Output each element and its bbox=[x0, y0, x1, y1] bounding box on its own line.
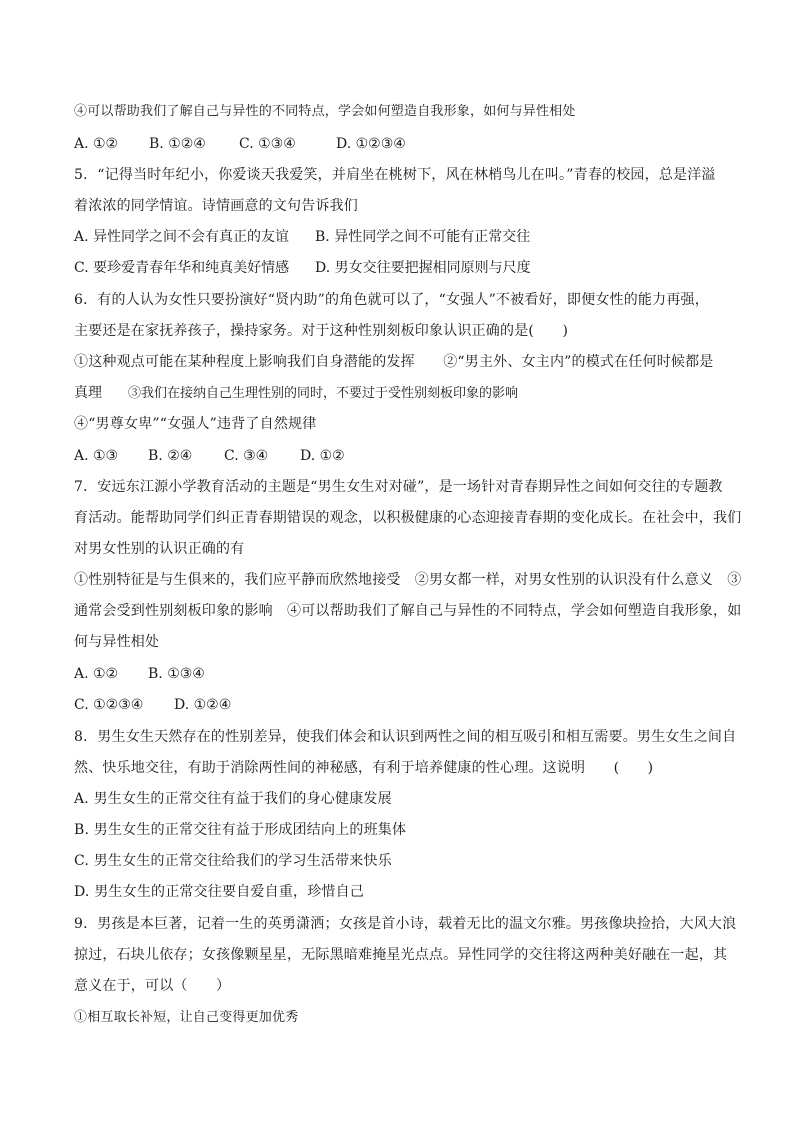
q4-statement-4: ④可以帮助我们了解自己与异性的不同特点，学会如何塑造自我形象，如何与异性相处 bbox=[74, 104, 576, 119]
q6-option-c: C. ③④ bbox=[224, 448, 269, 464]
q7-statements-line-3: 何与异性相处 bbox=[74, 634, 160, 650]
q8-stem-line-2: 然、快乐地交往，有助于消除两性间的神秘感，有利于培养健康的性心理。这说明 ( ) bbox=[74, 760, 654, 776]
q5-option-a: A. 异性同学之间不会有真正的友谊 bbox=[74, 229, 290, 245]
q9-statement-1: ①相互取长补短，让自己变得更加优秀 bbox=[74, 1010, 299, 1025]
q7-stem-line-3: 对男女性别的认识正确的有 bbox=[74, 541, 245, 557]
q5-options-row-2 bbox=[74, 258, 531, 278]
q6-option-b: B. ②④ bbox=[148, 448, 193, 464]
q6-options bbox=[74, 446, 345, 466]
q8-stem-line-1: 8．男生女生天然存在的性别差异，使我们体会和认识到两性之间的相互吸引和相互需要。男生女生之间自 bbox=[74, 729, 737, 745]
q4-option-b: B. ①②④ bbox=[149, 136, 206, 152]
q4-options bbox=[74, 134, 406, 154]
q7-option-d: D. ①②④ bbox=[174, 697, 232, 713]
q5-options-row-1 bbox=[74, 227, 530, 247]
q6-statement-4: ④“男尊女卑”“女强人”违背了自然规律 bbox=[74, 416, 317, 432]
q7-option-c: C. ①②③④ bbox=[74, 697, 144, 713]
q6-statement-1-2: ①这种观点可能在某种程度上影响我们自身潜能的发挥 ②“男主外、女主内”的模式在任何时候都是 bbox=[74, 354, 714, 370]
q6-statement-row bbox=[74, 383, 518, 404]
q6-stem-line-1: 6．有的人认为女性只要扮演好“贤内助”的角色就可以了，“女强人”不被看好，即便女性的能力再强， bbox=[74, 292, 709, 308]
q6-statement-3: ③我们在接纳自己生理性别的同时，不要过于受性别刻板印象的影响 bbox=[128, 386, 519, 401]
q6-option-d: D. ①② bbox=[300, 448, 345, 464]
q9-stem-line-3: 意义在于，可以（ ） bbox=[74, 978, 231, 994]
q7-stem-line-2: 育活动。能帮助同学们纠正青春期错误的观念，以积极健康的心态迎接青春期的变化成长。在社会中，我们 bbox=[74, 510, 742, 526]
q7-statements-line-1: ①性别特征是与生俱来的，我们应平静而欣然地接受 ②男女都一样，对男女性别的认识没有什么意义 ③ bbox=[74, 572, 742, 588]
q4-option-c: C. ①③④ bbox=[239, 136, 296, 152]
q6-option-a: A. ①③ bbox=[74, 448, 119, 464]
q7-stem-line-1: 7．安远东江源小学教育活动的主题是“男生女生对对碰”，是一场针对青春期异性之间如何交往的专题教 bbox=[74, 479, 723, 495]
q6-stem-line-2: 主要还是在家抚养孩子，操持家务。对于这种性别刻板印象认识正确的是( ) bbox=[74, 323, 569, 339]
q8-option-c: C. 男生女生的正常交往给我们的学习生活带来快乐 bbox=[74, 853, 392, 869]
q7-options-row-2 bbox=[74, 695, 231, 715]
q5-option-b: B. 异性同学之间不可能有正常交往 bbox=[315, 229, 531, 245]
q7-statements-line-2: 通常会受到性别刻板印象的影响 ④可以帮助我们了解自己与异性的不同特点，学会如何塑造自我形象，如 bbox=[74, 603, 742, 619]
q7-options-row-1 bbox=[74, 664, 205, 684]
q5-option-c: C. 要珍爱青春年华和纯真美好情感 bbox=[74, 260, 290, 276]
q5-stem-line-2: 着浓浓的同学情谊。诗情画意的文句告诉我们 bbox=[74, 198, 358, 214]
q6-statement-2-end: 真理 bbox=[74, 385, 102, 401]
q9-stem-line-2: 掠过，石块儿依存；女孩像颗星星，无际黑暗难掩星光点点。异性同学的交往将这两种美好融在一起，其 bbox=[74, 947, 728, 963]
q5-stem-line-1: 5．“记得当时年纪小，你爱谈天我爱笑，并肩坐在桃树下，风在林梢鸟儿在叫。”青春的校园，总是洋溢 bbox=[74, 167, 716, 183]
q7-option-b: B. ①③④ bbox=[148, 666, 205, 682]
q4-option-d: D. ①②③④ bbox=[336, 136, 406, 152]
q8-option-b: B. 男生女生的正常交往有益于形成团结向上的班集体 bbox=[74, 822, 407, 838]
q5-option-d: D. 男女交往要把握相同原则与尺度 bbox=[315, 260, 531, 276]
q8-option-a: A. 男生女生的正常交往有益于我们的身心健康发展 bbox=[74, 791, 392, 807]
q9-stem-line-1: 9．男孩是本巨著，记着一生的英勇潇洒；女孩是首小诗，载着无比的温文尔雅。男孩像块捡拾，大风大浪 bbox=[74, 916, 737, 932]
q7-option-a: A. ①② bbox=[74, 666, 119, 682]
q8-option-d: D. 男生女生的正常交往要自爱自重，珍惜自己 bbox=[74, 884, 365, 900]
q4-option-a: A. ①② bbox=[74, 136, 119, 152]
